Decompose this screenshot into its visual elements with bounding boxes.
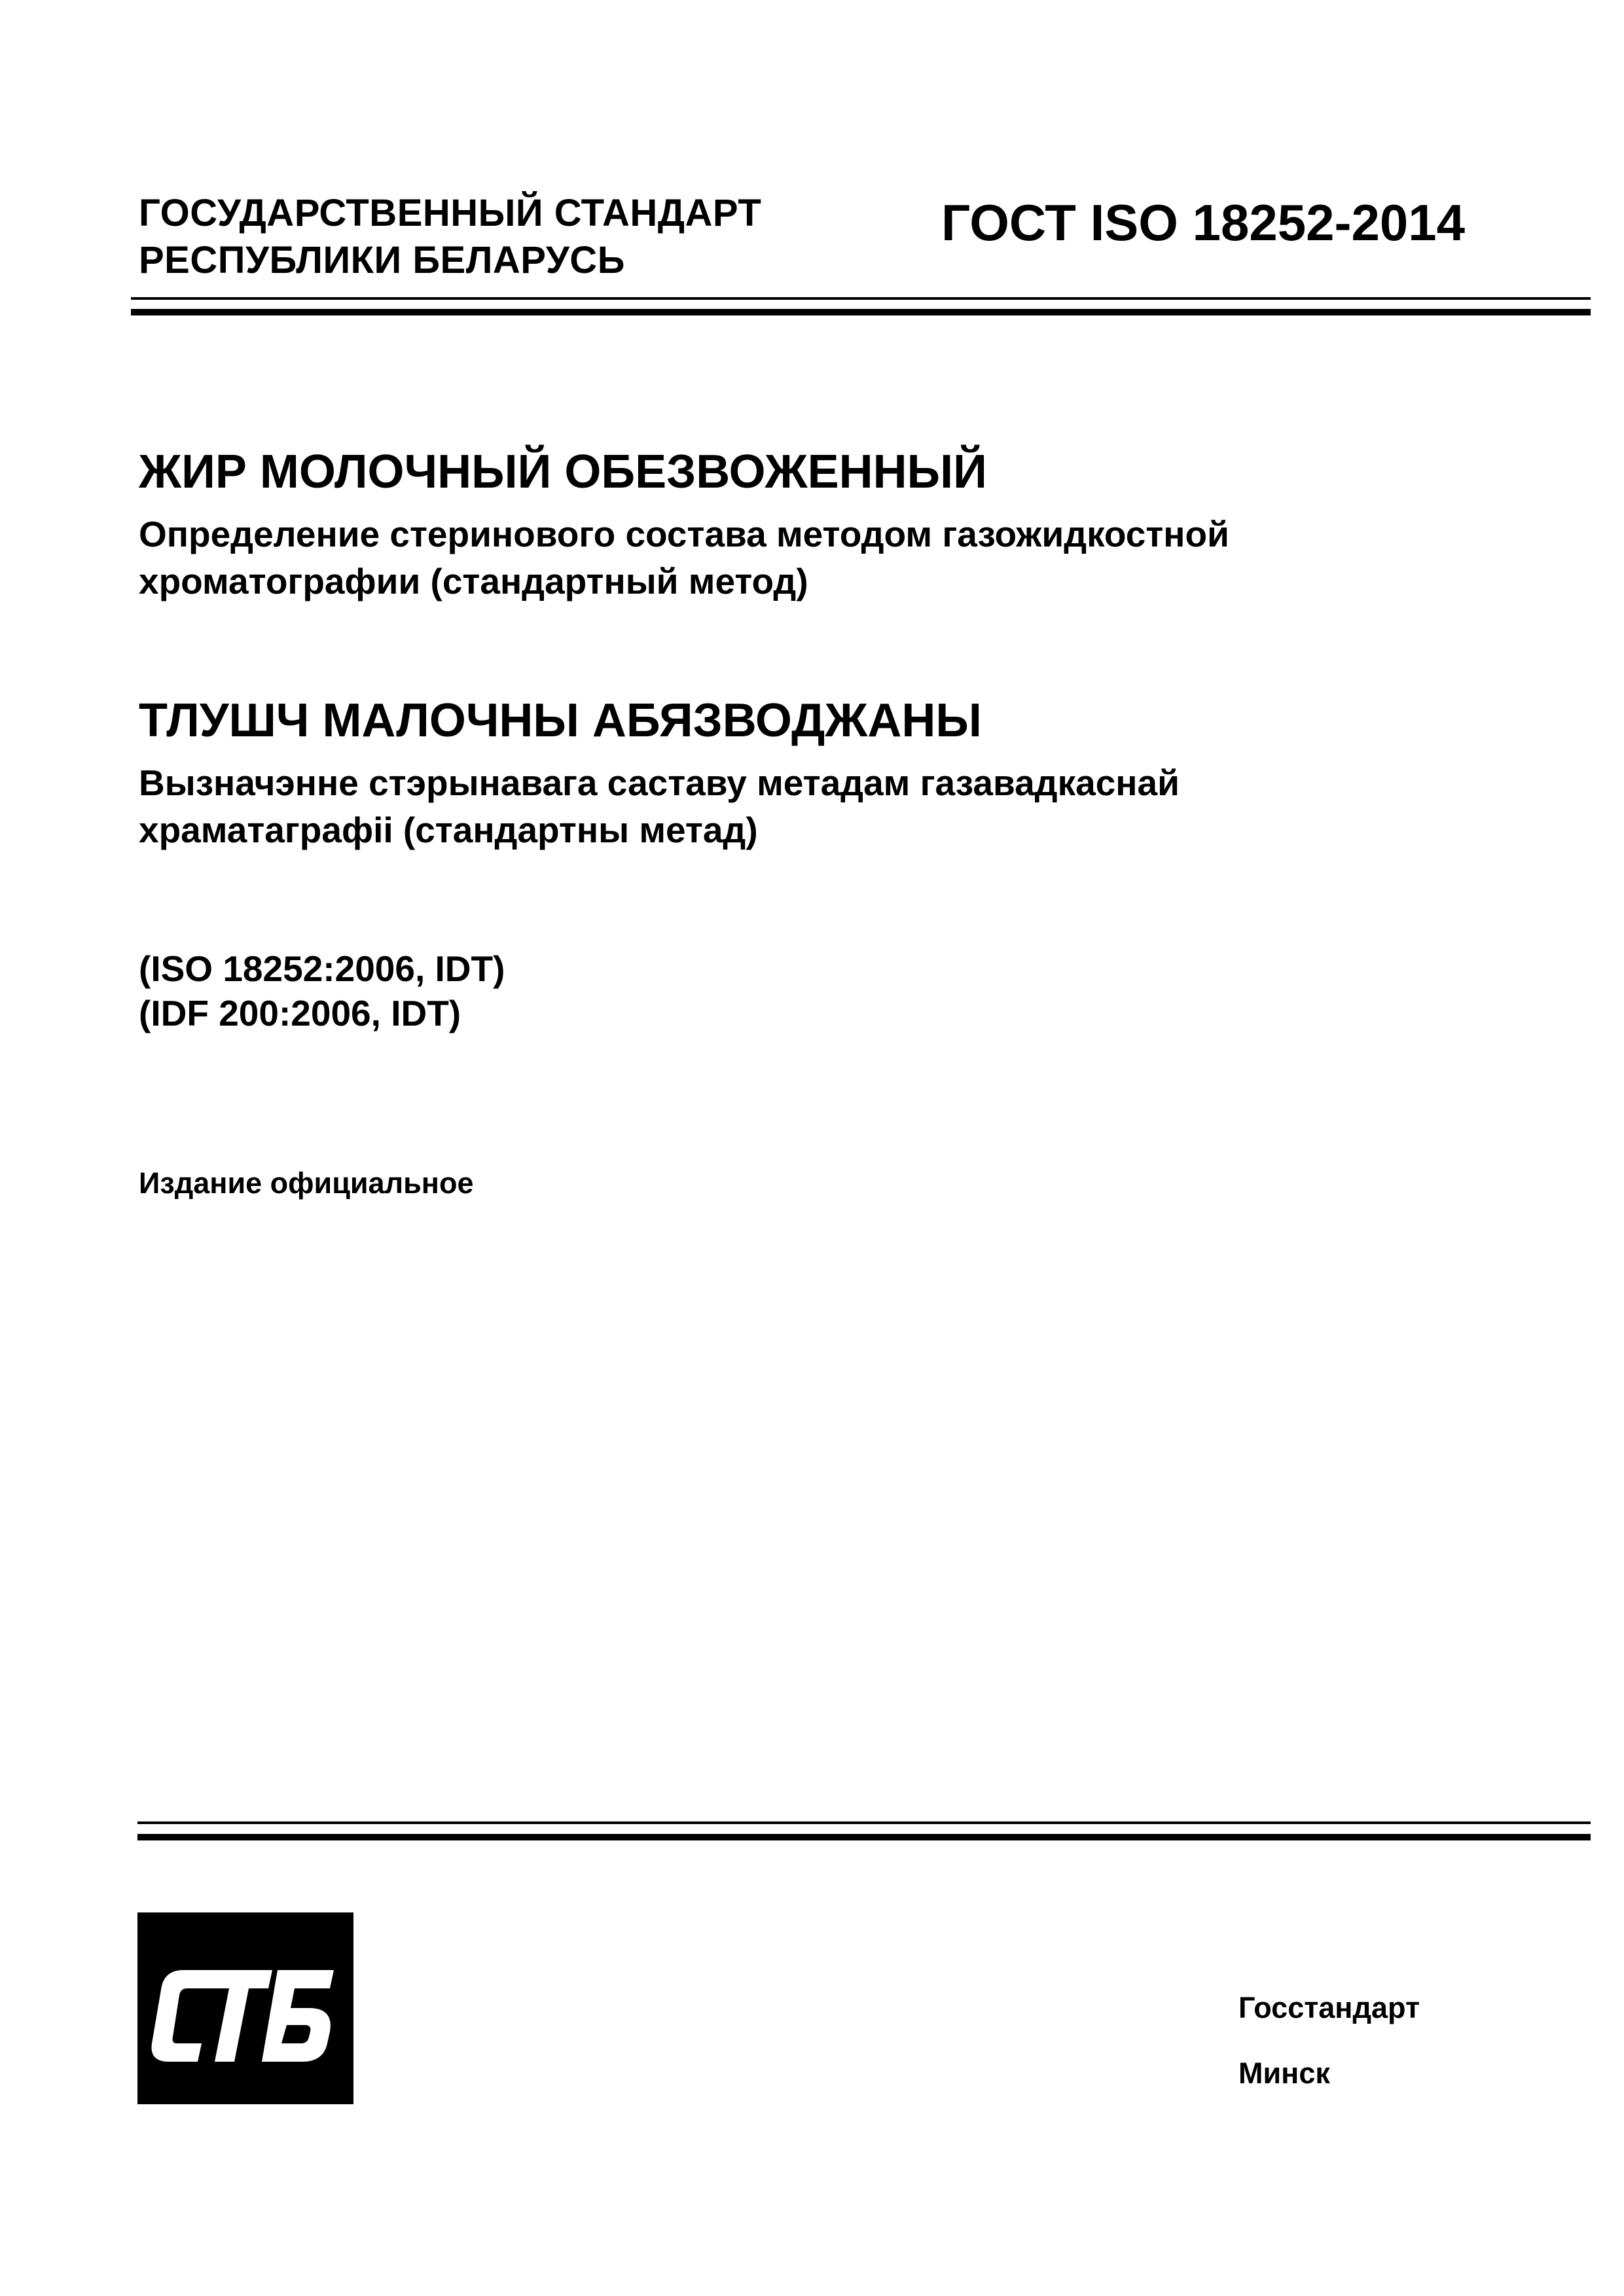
subtitle-russian [139,511,1229,605]
subtitle-belarusian [139,759,1180,853]
footer-divider-thin [137,1821,1591,1824]
edition-label: Издание официальное [139,1166,474,1200]
publication-city: Минск [1238,2056,1330,2090]
standard-type-line-2: РЕСПУБЛИКИ БЕЛАРУСЬ [139,239,625,281]
standard-type-line-1: ГОСУДАРСТВЕННЫЙ СТАНДАРТ [139,192,762,234]
subtitle-russian-line-2: хроматографии (стандартный метод) [139,561,808,601]
subtitle-russian-line-1: Определение стеринового состава методом газожидкостной [139,514,1229,554]
title-belarusian: ТЛУШЧ МАЛОЧНЫ АБЯЗВОДЖАНЫ [139,694,982,747]
footer-divider-thick [137,1834,1591,1840]
title-russian: ЖИР МОЛОЧНЫЙ ОБЕЗВОЖЕННЫЙ [139,446,987,498]
reference-idf: (IDF 200:2006, IDT) [139,993,461,1033]
header-divider-thick [131,309,1591,315]
international-references [139,946,505,1035]
publisher-name: Госстандарт [1238,1991,1420,2024]
subtitle-belarusian-line-2: храматаграфіі (стандартны метад) [139,810,758,850]
standard-code: ГОСТ ISO 18252-2014 [941,194,1465,251]
standard-type-heading [139,190,761,284]
header-divider-thin [131,297,1591,300]
stb-logo-icon [137,1912,353,2104]
reference-iso: (ISO 18252:2006, IDT) [139,948,505,989]
subtitle-belarusian-line-1: Вызначэнне стэрынавага саставу метадам газавадкаснай [139,762,1180,803]
